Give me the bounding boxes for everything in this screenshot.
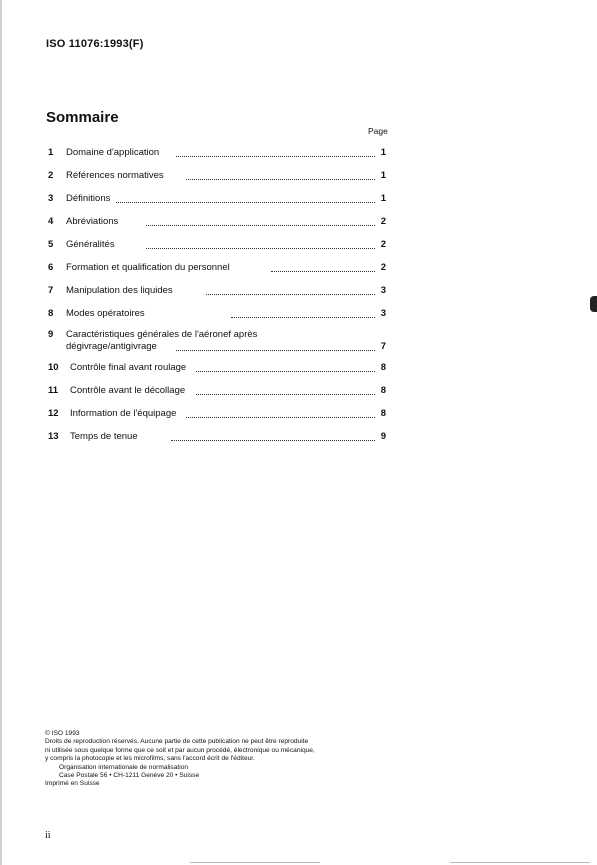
toc-entry-number: 9 xyxy=(48,329,54,340)
toc-entry-title: Abréviations xyxy=(66,216,119,227)
toc-entry-page: 2 xyxy=(380,262,386,273)
toc-entry-page: 9 xyxy=(380,431,386,442)
bottom-rule xyxy=(450,862,590,863)
toc-entry-title: Contrôle avant le décollage xyxy=(70,385,186,396)
toc-dot-leader xyxy=(186,416,375,418)
toc-entry-page: 7 xyxy=(380,341,386,352)
toc-dot-leader xyxy=(146,247,375,249)
rights-line-3: y compris la photocopie et les microfilms, sans l'accord écrit de l'éditeur. xyxy=(45,755,255,763)
toc-entry-number: 1 xyxy=(48,147,54,158)
toc-entry-number: 11 xyxy=(48,385,59,396)
toc-entry-number: 13 xyxy=(48,431,59,442)
toc-entry-page: 3 xyxy=(380,308,386,319)
toc-entry-number: 8 xyxy=(48,308,54,319)
toc-entry-title: Modes opératoires xyxy=(66,308,145,319)
toc-dot-leader xyxy=(196,370,375,372)
toc-dot-leader xyxy=(196,393,375,395)
toc-entry-page: 8 xyxy=(380,408,386,419)
toc-entry-title-continued: dégivrage/antigivrage xyxy=(66,341,157,352)
page-column-label: Page xyxy=(368,126,388,136)
toc-entry-number: 4 xyxy=(48,216,54,227)
toc-dot-leader xyxy=(206,293,375,295)
toc-dot-leader xyxy=(176,349,375,351)
toc-entry-number: 10 xyxy=(48,362,59,373)
toc-entry-number: 2 xyxy=(48,170,54,181)
page-number: ii xyxy=(45,830,51,841)
toc-entry-page: 1 xyxy=(380,193,386,204)
organization: Organisation internationale de normalisation xyxy=(59,763,189,771)
toc-entry-page: 1 xyxy=(380,147,386,158)
toc-entry-number: 5 xyxy=(48,239,54,250)
copyright-footer xyxy=(45,730,315,789)
toc-dot-leader xyxy=(171,439,375,441)
toc-entry-title: Caractéristiques générales de l'aéronef après xyxy=(66,329,258,340)
toc-dot-leader xyxy=(271,270,375,272)
toc-entry-title: Formation et qualification du personnel xyxy=(66,262,230,273)
toc-entry-title: Généralités xyxy=(66,239,115,250)
toc-entry-number: 3 xyxy=(48,193,54,204)
copyright-line: © ISO 1993 xyxy=(45,730,80,737)
toc-dot-leader xyxy=(231,316,375,318)
toc-entry-page: 1 xyxy=(380,170,386,181)
toc-dot-leader xyxy=(146,224,375,226)
toc-title: Sommaire xyxy=(46,109,119,126)
toc-entry-page: 2 xyxy=(380,216,386,227)
toc-entry-title: Contrôle final avant roulage xyxy=(70,362,187,373)
toc-entry-title: Information de l'équipage xyxy=(70,408,177,419)
toc-entry-title: Définitions xyxy=(66,193,111,204)
toc-entry-title: Domaine d'application xyxy=(66,147,160,158)
toc-entry-title: Temps de tenue xyxy=(70,431,138,442)
toc-entry-number: 6 xyxy=(48,262,54,273)
printed-in: Imprimé en Suisse xyxy=(45,780,100,788)
toc-entry-page: 3 xyxy=(380,285,386,296)
rights-line-2: ni utilisée sous quelque forme que ce soit et par aucun procédé, électronique ou mécanique, xyxy=(45,746,315,754)
toc-entry-title: Manipulation des liquides xyxy=(66,285,173,296)
bottom-rule xyxy=(190,862,320,863)
toc-entry-number: 12 xyxy=(48,408,59,419)
toc-entry-title: Références normatives xyxy=(66,170,164,181)
page-edge xyxy=(0,0,2,865)
toc-entry-page: 8 xyxy=(380,362,386,373)
margin-mark xyxy=(590,296,597,312)
rights-line-1: Droits de reproduction réservés. Aucune partie de cette publication ne peut être reproduite xyxy=(45,738,309,746)
toc-entry-number: 7 xyxy=(48,285,54,296)
toc-entry-page: 2 xyxy=(380,239,386,250)
toc-dot-leader xyxy=(176,155,375,157)
document-header: ISO 11076:1993(F) xyxy=(46,38,144,50)
toc-dot-leader xyxy=(116,201,375,203)
address: Case Postale 56 • CH-1211 Genève 20 • Suisse xyxy=(59,772,200,780)
toc-entry-page: 8 xyxy=(380,385,386,396)
toc-dot-leader xyxy=(186,178,375,180)
